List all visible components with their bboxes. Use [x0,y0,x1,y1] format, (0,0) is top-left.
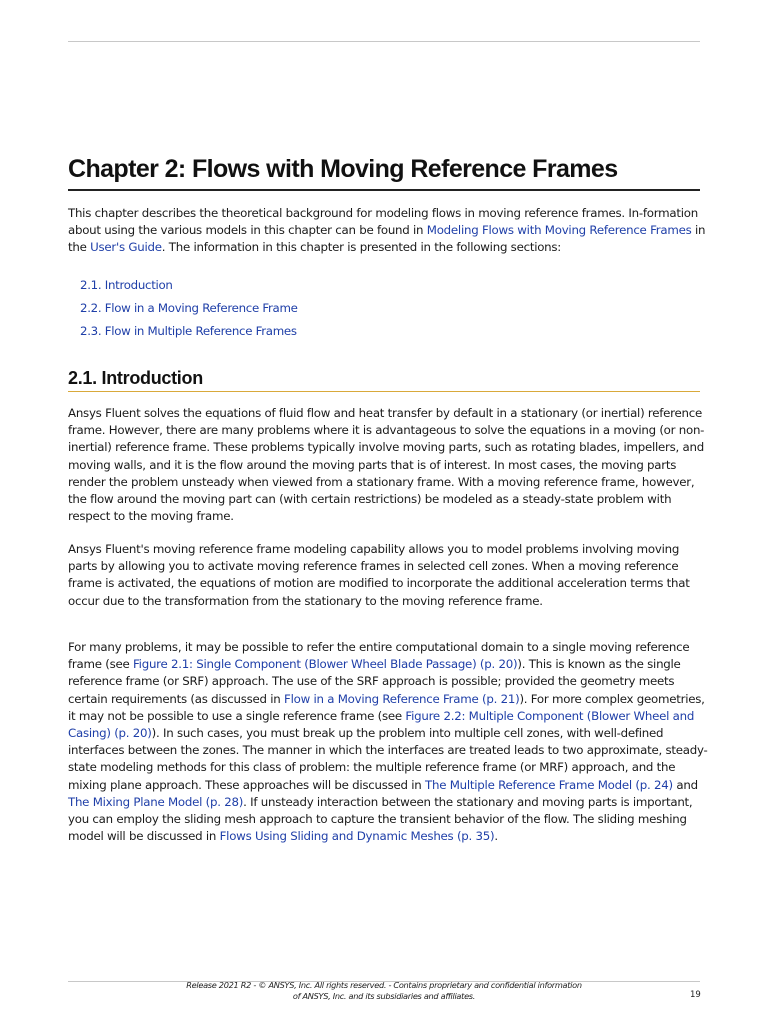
link-figure-2-2[interactable]: Figure 2.2: Multiple Component (Blower Wheel and Casing) (p. 20) [68,708,695,741]
section-title: 2.1. Introduction [68,368,203,388]
header-rule [68,41,700,42]
paragraph-1: Ansys Fluent solves the equations of fluid flow and heat transfer by default in a stationary (or inertial) reference frame. However, there are many problems where it is advantageous to solve the equations in a moving (or non-inertial) reference frame. These problems typically involve moving parts, such as rotating blades, impellers, and moving walls, and it is the flow around the moving parts that is of interest. In most cases, the moving parts render the problem unsteady when viewed from a stationary frame. With a moving reference frame, however, the flow around the moving part can (with certain restrictions) be modeled as a steady-state problem with respect to the moving frame. [68,406,705,524]
link-flow-moving-reference-frame[interactable]: Flow in a Moving Reference Frame (p. 21) [284,691,520,706]
footer-copyright [0,980,768,1001]
paragraph-3: For many problems, it may be possible to refer the entire computational domain to a single moving reference frame (see Figure 2.1: Single Component (Blower Wheel Blade Passage) (p. 20)). This is known as the single reference frame (or SRF) approach. The use of the SRF approach is possible; provided the geometry meets certain requirements (as discussed in Flow in a Moving Reference Frame (p. 21)). For more complex geometries, it may not be possible to use a single reference frame (see Figure 2.2: Multiple Component (Blower Wheel and Casing) (p. 20)). In such cases, you must break up the problem into multiple cell zones, with well-defined interfaces between the zones. The manner in which the interfaces are treated leads to two approximate, steady-state modeling methods for this class of problem: the multiple reference frame (or MRF) approach, and the mixing plane approach. These approaches will be discussed in The Multiple Reference Frame Model (p. 24) and The Mixing Plane Model (p. 28). If unsteady interaction between the stationary and moving parts is important, you can employ the sliding mesh approach to capture the transient behavior of the flow. The sliding meshing model will be discussed in Flows Using Sliding and Dynamic Meshes (p. 35). [68,640,708,844]
toc-link-flow-moving-reference-frame[interactable]: 2.2. Flow in a Moving Reference Frame [80,301,298,315]
chapter-title: Chapter 2: Flows with Moving Reference Frames [68,155,618,183]
page-number: 19 [690,990,701,1000]
chapter-title-rule [68,189,700,191]
paragraph-2: Ansys Fluent's moving reference frame modeling capability allows you to model problems involving moving parts by allowing you to activate moving reference frames in selected cell zones. When a moving reference frame is activated, the equations of motion are modified to incorporate the additional acceleration terms that occur due to the transformation from the stationary to the moving reference frame. [68,542,690,608]
footer-line-2: of ANSYS, Inc. and its subsidiaries and affiliates. [292,990,476,1001]
link-users-guide[interactable]: User's Guide [90,240,162,255]
chapter-intro-paragraph: This chapter describes the theoretical background for modeling flows in moving reference frames. In-formation about using the various models in this chapter can be found in Modeling Flows with Moving Reference Frames in the User's Guide. The information in this chapter is presented in the following sections: [68,206,706,255]
link-modeling-flows-moving-reference-frames[interactable]: Modeling Flows with Moving Reference Frames [426,223,692,238]
link-mixing-plane-model[interactable]: The Mixing Plane Model (p. 28) [68,794,244,809]
link-sliding-dynamic-meshes[interactable]: Flows Using Sliding and Dynamic Meshes (p. 35) [219,829,495,844]
link-figure-2-1[interactable]: Figure 2.1: Single Component (Blower Wheel Blade Passage) (p. 20) [133,657,518,672]
section-title-rule [68,391,700,392]
toc-link-introduction[interactable]: 2.1. Introduction [80,278,173,292]
footer-line-1: Release 2021 R2 - © ANSYS, Inc. All rights reserved. - Contains proprietary and confidential information [186,980,582,990]
toc-link-flow-multiple-reference-frames[interactable]: 2.3. Flow in Multiple Reference Frames [80,324,297,338]
section-toc [80,277,298,346]
link-multiple-reference-frame-model[interactable]: The Multiple Reference Frame Model (p. 24) [425,777,673,792]
